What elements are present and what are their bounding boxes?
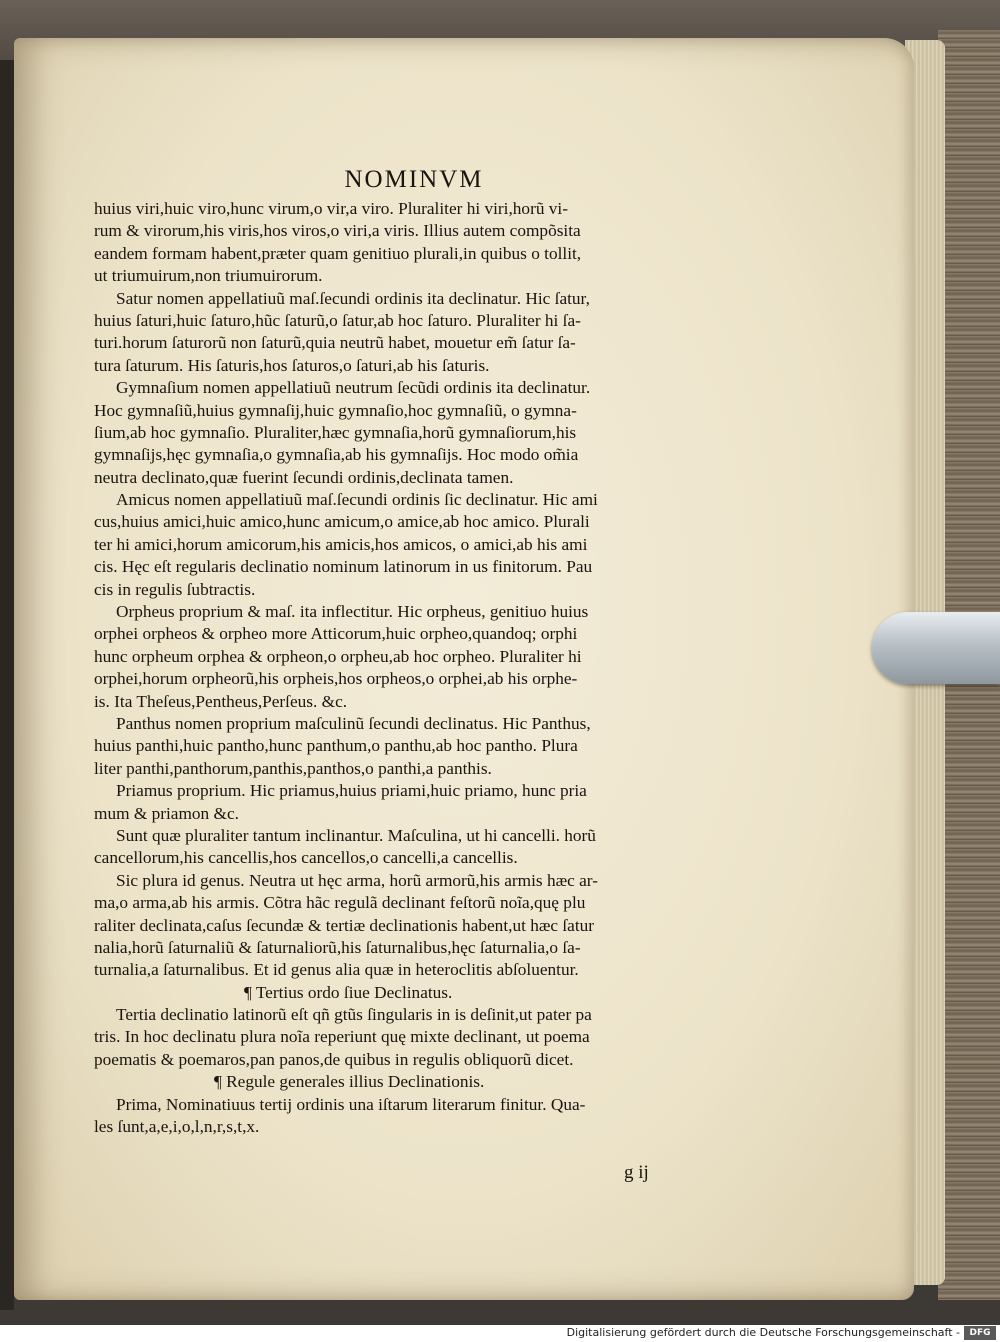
text-line: Panthus nomen proprium maſculinũ ſecundi declinatus. Hic Panthus, — [116, 713, 591, 733]
text-line: turi.horum ſaturorũ non ſaturũ,quia neutrũ habet, mouetur em̃ ſatur ſa- — [94, 333, 576, 353]
text-line: ter hi amici,horum amicorum,his amicis,hos amicos, o amici,ab his ami — [94, 534, 588, 554]
text-line: liter panthi,panthorum,panthis,panthos,o panthi,a panthis. — [94, 758, 492, 778]
text-line: Orpheus proprium & maſ. ita inflectitur. Hic orpheus, genitiuo huius — [116, 602, 589, 622]
text-line: Sic plura id genus. Neutra ut hęc arma, horũ armorũ,his armis hæc ar- — [116, 870, 598, 890]
text-line: huius panthi,huic pantho,hunc panthum,o panthu,ab hoc pantho. Plura — [94, 736, 578, 756]
text-line: ſium,ab hoc gymnaſio. Pluraliter,hæc gymnaſia,horũ gymnaſiorum,his — [94, 422, 577, 442]
signature-mark: g ij — [624, 1162, 649, 1183]
text-line: hunc orpheum orphea & orpheon,o orpheu,ab hoc orpheo. Pluraliter hi — [94, 646, 582, 666]
section-heading: ¶ Regule generales illius Declinationis. — [214, 1072, 485, 1092]
text-line: cus,huius amici,huic amico,hunc amicum,o amice,ab hoc amico. Plurali — [94, 512, 590, 532]
text-line: raliter declinata,caſus ſecundæ & tertiæ declinationis habent,ut hæc ſatur — [94, 915, 595, 935]
text-line: gymnaſijs,hęc gymnaſia,o gymnaſia,ab his gymnaſijs. Hoc modo om̃ia — [94, 445, 579, 465]
text-line: huius ſaturi,huic ſaturo,hũc ſaturũ,o ſatur,ab hoc ſaturo. Pluraliter hi ſa- — [94, 310, 581, 330]
book-cover-left — [0, 60, 14, 1310]
text-line: Gymnaſium nomen appellatiuũ neutrum ſecũdi ordinis ita declinatur. — [116, 378, 591, 398]
text-line: neutra declinato,quæ fuerint ſecundi ordinis,declinata tamen. — [94, 467, 514, 487]
text-line: mum & priamon &c. — [94, 803, 239, 823]
text-line: Amicus nomen appellatiuũ maſ.ſecundi ordinis ſic declinatur. Hic ami — [116, 490, 598, 510]
text-line: Priamus proprium. Hic priamus,huius priami,huic priamo, hunc pria — [116, 781, 587, 801]
text-line: Hoc gymnaſiũ,huius gymnaſij,huic gymnaſio,hoc gymnaſiũ, o gymna- — [94, 400, 577, 420]
text-line: cancellorum,his cancellis,hos cancellos,o cancelli,a cancellis. — [94, 848, 518, 868]
page-header: NOMINVM — [344, 166, 484, 193]
page-body — [94, 198, 734, 1138]
text-line: Prima, Nominatiuus tertij ordinis una iſtarum literarum finitur. Qua- — [116, 1094, 586, 1114]
page-clip — [872, 612, 1000, 684]
text-line: ma,o arma,ab his armis. Cõtra hãc regulã declinant feſtorũ noĩa,quę plu — [94, 893, 586, 913]
book-page — [14, 38, 914, 1300]
text-line: cis. Hęc eſt regularis declinatio nominum latinorum in us finitorum. Pau — [94, 557, 593, 577]
text-line: nalia,horũ ſaturnaliũ & ſaturnaliorũ,his ſaturnalibus,hęc ſaturnalia,o ſa- — [94, 937, 581, 957]
footer-credit: Digitalisierung gefördert durch die Deutsche Forschungsgemeinschaft - — [566, 1326, 960, 1339]
text-line: les ſunt,a,e,i,o,l,n,r,s,t,x. — [94, 1117, 260, 1137]
footer-bar — [0, 1325, 1000, 1342]
text-line: is. Ita Theſeus,Pentheus,Perſeus. &c. — [94, 691, 348, 711]
text-line: tris. In hoc declinatu plura noĩa reperiunt quę mixte declinant, ut poema — [94, 1027, 590, 1047]
text-line: cis in regulis ſubtractis. — [94, 579, 256, 599]
text-line: rum & virorum,his viris,hos viros,o viri,a viris. Illius autem compõsita — [94, 221, 581, 241]
text-line: eandem formam habent,præter quam genitiuo plurali,in quibus o tollit, — [94, 243, 582, 263]
text-line: Sunt quæ pluraliter tantum inclinantur. Maſculina, ut hi cancelli. horũ — [116, 825, 596, 845]
text-line: huius viri,huic viro,hunc virum,o vir,a viro. Pluraliter hi viri,horũ vi- — [94, 199, 568, 218]
text-line: turnalia,a ſaturnalibus. Et id genus alia quæ in heteroclitis abſoluentur. — [94, 960, 579, 980]
text-line: orphei,horum orpheorũ,his orpheis,hos orpheos,o orphei,ab his orphe- — [94, 669, 578, 689]
section-heading: ¶ Tertius ordo ſiue Declinatus. — [244, 982, 453, 1002]
text-line: ut triumuirum,non triumuirorum. — [94, 266, 323, 286]
text-line: orphei orpheos & orpheo more Atticorum,huic orpheo,quandoq; orphi — [94, 624, 578, 644]
text-line: poematis & poemaros,pan panos,de quibus in regulis obliquorũ dicet. — [94, 1049, 574, 1069]
text-line: tura ſaturum. His ſaturis,hos ſaturos,o ſaturi,ab his ſaturis. — [94, 355, 490, 375]
text-line: Tertia declinatio latinorũ eſt qñ gtũs ſingularis in is deſinit,ut pater pa — [116, 1005, 592, 1025]
dfg-logo: DFG — [964, 1326, 996, 1340]
text-line: Satur nomen appellatiuũ maſ.ſecundi ordinis ita declinatur. Hic ſatur, — [116, 288, 590, 308]
